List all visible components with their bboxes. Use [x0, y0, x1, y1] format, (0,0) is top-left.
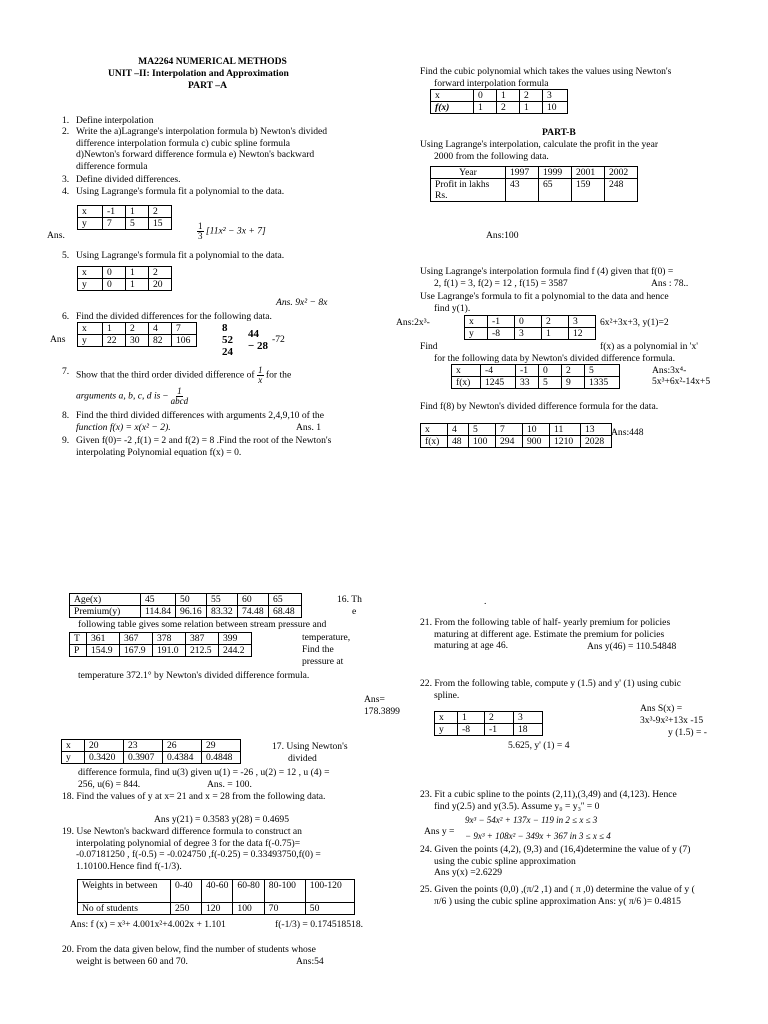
q21-answer: Ans y(46) = 110.54848 [587, 641, 677, 652]
q22-data-table: x 1 2 3 y -8 -1 18 [434, 711, 543, 736]
question-10: Find the cubic polynomial which takes the values using Newton's forward interpolation formula [420, 66, 672, 89]
q15-answer: Ans:448 [611, 427, 644, 438]
q16-answer-value: 178.3899 [364, 706, 400, 717]
q16-answer-label: Ans= [364, 694, 385, 705]
q4-answer: $\frac{1}{3}$ [11x² − 3x + 7] [198, 221, 266, 241]
age-premium-table: Age(x) 45 50 55 60 65 Premium(y) 114.84 96.16 83.32 74.48 68.48 [69, 593, 302, 618]
q19-answer-b: f(-1/3) = 0.174518518. [275, 919, 364, 930]
q17-data-table: x 20 23 26 29 y 0.3420 0.3907 0.4384 0.4848 [61, 739, 241, 764]
q8-answer: Ans. 1 [296, 422, 322, 433]
q5-data-table: x 0 1 2 y 0 1 20 [77, 266, 172, 291]
question-21: 21. From the following table of half- yearly premium for policies maturing at different age. Estimate the premium for policies maturing at age 46. [420, 617, 671, 652]
q19-answer-a: Ans: f (x) = x³+ 4.001x²+4.002x + 1.101 [70, 919, 226, 930]
question-12: Using Lagrange's interpolation formula find f (4) given that f(0) = 2, f(1) = 3, f(2) = 12 , f(15) = 3587 [420, 266, 674, 289]
q14-data-table: x -4 -1 0 2 5 f(x) 1245 33 5 9 1335 [451, 364, 620, 389]
q13-data-table: x -1 0 2 3 y -8 3 1 12 [464, 315, 596, 340]
q11-data-table: Year 1997 1999 2001 2002 Profit in lakhs Rs. 43 65 159 248 [430, 166, 638, 202]
q10-data-table: x 0 1 2 3 f(x) 1 2 1 10 [430, 89, 568, 114]
q4-data-table: x -1 1 2 y 7 5 15 [77, 205, 172, 230]
q16-text-c: Find the [302, 644, 334, 655]
q22-answer-2: 3x³-9x²+13x -15 [640, 715, 704, 726]
q6-answer-label: Ans [50, 334, 66, 345]
question-7: 7. Show that the third order divided difference of $\frac{1}{x}$ for the [62, 365, 292, 385]
q16-text-a: following table gives some relation between stream pressure and [78, 619, 327, 630]
question-23: 23. Fit a cubic spline to the points (2,11),(3,49) and (4,123). Hence find y(2.5) and y(3.5). Assume y₀ = y₃'' = 0 [420, 789, 677, 812]
q16-number-cont: e [352, 606, 357, 617]
question-24: 24. Given the points (4,2), (9,3) and (16,4)determine the value of y (7) using the cubic spline approximation Ans y(x) =2.6229 [420, 844, 691, 879]
q6-diff-col1: 8 52 24 [222, 322, 233, 358]
q14-answer-2: 5x³+6x²-14x+5 [652, 376, 711, 387]
q14-answer-1: Ans:3x⁴- [652, 365, 687, 376]
q6-diff-col3: -72 [272, 334, 285, 345]
q14-text-b: f(x) as a polynomial in 'x' [600, 341, 699, 352]
q17-text-a: 17. Using Newton's [272, 741, 348, 752]
unit-label: UNIT –II: [108, 68, 150, 79]
q23-spline-line-1: 9x³ − 54x² + 137x − 119 in 2 ≤ x ≤ 3 [465, 815, 598, 825]
weights-students-table: Weights in between 0-40 40-60 60-80 80-100 100-120 No of students 250 120 100 70 50 [77, 879, 355, 915]
question-5: 5. Using Lagrange's formula fit a polynomial to the data. [62, 250, 285, 261]
question-25: 25. Given the points (0,0) ,(π/2 ,1) and ( π ,0) determine the value of y ( π/6 ) using the cubic spline approximation Ans: y( π/6 )= 0.4815 [420, 884, 695, 907]
part-a-title: PART –A [188, 80, 228, 91]
question-6: 6. Find the divided differences for the following data. [62, 311, 272, 322]
question-20: 20. From the data given below, find the number of students whose weight is between 60 and 70. [62, 944, 316, 967]
q17-answer: Ans. = 100. [207, 779, 252, 790]
q7-arguments: arguments a, b, c, d is − $\frac{1}{\text{abcd}}$ [76, 386, 189, 406]
q4-answer-label: Ans. [47, 230, 65, 241]
q16-text-d: pressure at [302, 656, 344, 667]
q15-data-table: x 4 5 7 10 11 13 f(x) 48 100 294 900 1210 2028 [420, 423, 612, 448]
question-3: 3. Define divided differences. [62, 174, 181, 185]
q23-answer-label: Ans y = [424, 826, 455, 837]
stray-dot: . [484, 596, 487, 607]
q22-answer-4: 5.625, y' (1) = 4 [508, 740, 570, 751]
question-14: Find [420, 341, 438, 352]
q14-text-c: for the following data by Newton's divided difference formula. [434, 353, 676, 364]
q23-spline-line-2: − 9x³ + 108x² − 349x + 367 in 3 ≤ x ≤ 4 [465, 831, 611, 841]
question-2: 2. Write the a)Lagrange's interpolation formula b) Newton's divided difference interpolation formula c) cubic spline formula d)Newton's forward difference formula e) Newton's backward difference formula [62, 126, 328, 173]
q5-answer: Ans. 9x² − 8x [276, 297, 328, 308]
q12-answer: Ans : 78.. [651, 278, 689, 289]
q22-answer-3: y (1.5) = - [668, 727, 707, 738]
q6-diff-col2: 44 − 28 [248, 328, 269, 352]
question-13: Use Lagrange's formula to fit a polynomial to the data and hence find y(1). [420, 291, 669, 314]
q16-text-e: temperature 372.1° by Newton's divided difference formula. [78, 670, 310, 681]
q22-answer-1: Ans S(x) = [640, 703, 683, 714]
q13-answer-left: Ans:2x³- [396, 317, 430, 328]
course-title: MA2264 NUMERICAL METHODS [138, 56, 287, 67]
q11-answer: Ans:100 [486, 230, 519, 241]
q18-answer: Ans y(21) = 0.3583 y(28) = 0.4695 [154, 814, 289, 825]
question-18: 18. Find the values of y at x= 21 and x = 28 from the following data. [62, 791, 326, 802]
question-1: 1. Define interpolation [62, 115, 154, 126]
temperature-pressure-table: T 361 367 378 387 399 P 154.9 167.9 191.0 212.5 244.2 [69, 632, 252, 657]
unit-title: Interpolation and Approximation [152, 68, 289, 79]
question-8: 8. Find the third divided differences with arguments 2,4,9,10 of the function f(x) = x(x² − 2). [62, 410, 324, 433]
part-b-title: PART-B [542, 127, 576, 138]
question-19: 19. Use Newton's backward difference formula to construct an interpolating polynomial of degree 3 for the data f(-0.75)= -0.07181250 , f(-0.5) = -0.024750 ,f(-0.25) = 0.33493750,f(0) = 1.10100.Hence find f(-1/3). [62, 826, 321, 873]
question-15: Find f(8) by Newton's divided difference formula for the data. [420, 401, 659, 412]
q13-answer-right: 6x²+3x+3, y(1)=2 [600, 317, 669, 328]
q16-number: 16. Th [337, 594, 362, 605]
q6-data-table: x 1 2 4 7 y 22 30 82 106 [77, 322, 197, 347]
question-9: 9. Given f(0)= -2 ,f(1) = 2 and f(2) = 8 .Find the root of the Newton's interpolating Polynomial equation f(x) = 0. [62, 435, 332, 458]
question-4: 4. Using Lagrange's formula fit a polynomial to the data. [62, 186, 285, 197]
q17-text-d: 256, u(6) = 844. [78, 779, 141, 790]
question-22: 22. From the following table, compute y (1.5) and y' (1) using cubic spline. [420, 678, 681, 701]
q16-text-b: temperature, [302, 632, 351, 643]
q20-answer: Ans:54 [296, 956, 324, 967]
question-11: Using Lagrange's interpolation, calculate the profit in the year 2000 from the following data. [420, 139, 659, 162]
q17-text-c: difference formula, find u(3) given u(1) = -26 , u(2) = 12 , u (4) = [78, 767, 330, 778]
q17-text-b: divided [288, 753, 317, 764]
